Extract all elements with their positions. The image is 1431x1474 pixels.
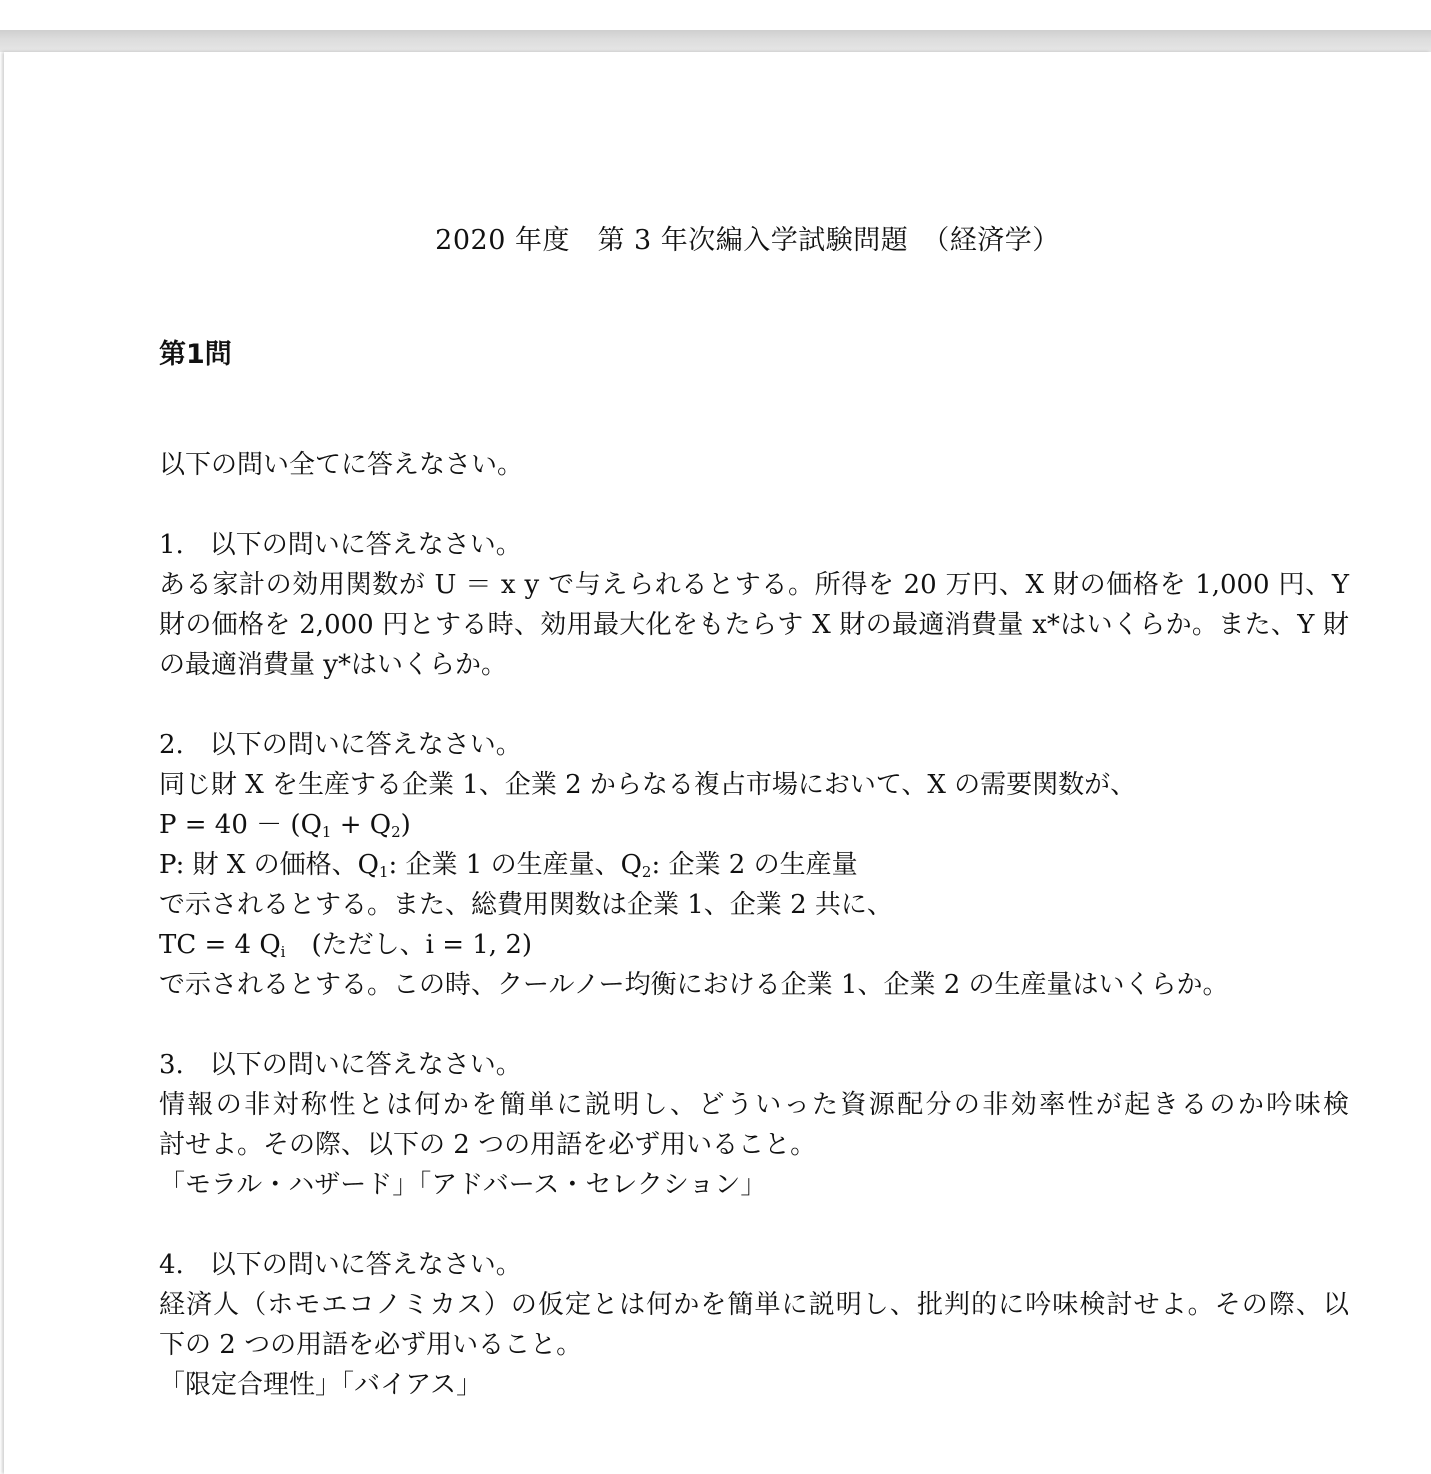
intro-text: 以下の問い全てに答えなさい。 xyxy=(159,450,524,480)
question-3-label: 3. 以下の問いに答えなさい。 xyxy=(159,1050,522,1080)
previous-page-edge xyxy=(0,0,1431,30)
question-1-text-line: ある家計の効用関数が U ＝ x y で与えられるとする。所得を 20 万円、X 財の価格を 1,000 円、Y xyxy=(159,570,1349,600)
exam-title: 2020 年度 第 3 年次編入学試験問題 （経済学） xyxy=(435,225,1060,256)
question-2-text-line: で示されるとする。この時、クールノー均衡における企業 1、企業 2 の生産量はいくらか。 xyxy=(159,970,1229,1000)
question-2-text-line: で示されるとする。また、総費用関数は企業 1、企業 2 共に、 xyxy=(159,890,893,920)
section-heading: 第1問 xyxy=(159,339,232,370)
cost-equation: TC = 4 $Q_i$ (ただし、i = 1, 2) xyxy=(159,930,533,961)
question-1-label: 1. 以下の問いに答えなさい。 xyxy=(159,530,522,560)
question-1-text-line: 財の価格を 2,000 円とする時、効用最大化をもたらす X 財の最適消費量 x*はいくらか。また、Y 財 xyxy=(159,610,1349,640)
question-3-terms: 「モラル・ハザード」「アドバース・セレクション」 xyxy=(159,1170,767,1200)
question-4-text-line: 下の 2 つの用語を必ず用いること。 xyxy=(159,1330,583,1360)
question-4-label: 4. 以下の問いに答えなさい。 xyxy=(159,1250,522,1280)
demand-equation: $P = 40 - (Q_1 + Q_2)$ xyxy=(159,810,411,841)
question-4-terms: 「限定合理性」「バイアス」 xyxy=(159,1370,483,1400)
page-separator xyxy=(0,30,1431,52)
question-body xyxy=(159,445,1359,1405)
question-1-text-line: の最適消費量 y*はいくらか。 xyxy=(159,650,507,680)
question-2-label: 2. 以下の問いに答えなさい。 xyxy=(159,730,522,760)
question-3-text-line: 情報の非対称性とは何かを簡単に説明し、どういった資源配分の非効率性が起きるのか吟味検 xyxy=(159,1090,1349,1120)
question-4-text-line: 経済人（ホモエコノミカス）の仮定とは何かを簡単に説明し、批判的に吟味検討せよ。その際、以 xyxy=(159,1290,1349,1320)
document-page xyxy=(4,52,1431,1474)
question-2-text-line: 同じ財 X を生産する企業 1、企業 2 からなる複占市場において、X の需要関数が、 xyxy=(159,770,1137,800)
question-3-text-line: 討せよ。その際、以下の 2 つの用語を必ず用いること。 xyxy=(159,1130,817,1160)
exam-document xyxy=(4,52,1431,1474)
variable-definitions: P: 財 X の価格、$Q_1$: 企業 1 の生産量、$Q_2$: 企業 2 の生産量 xyxy=(159,850,858,881)
